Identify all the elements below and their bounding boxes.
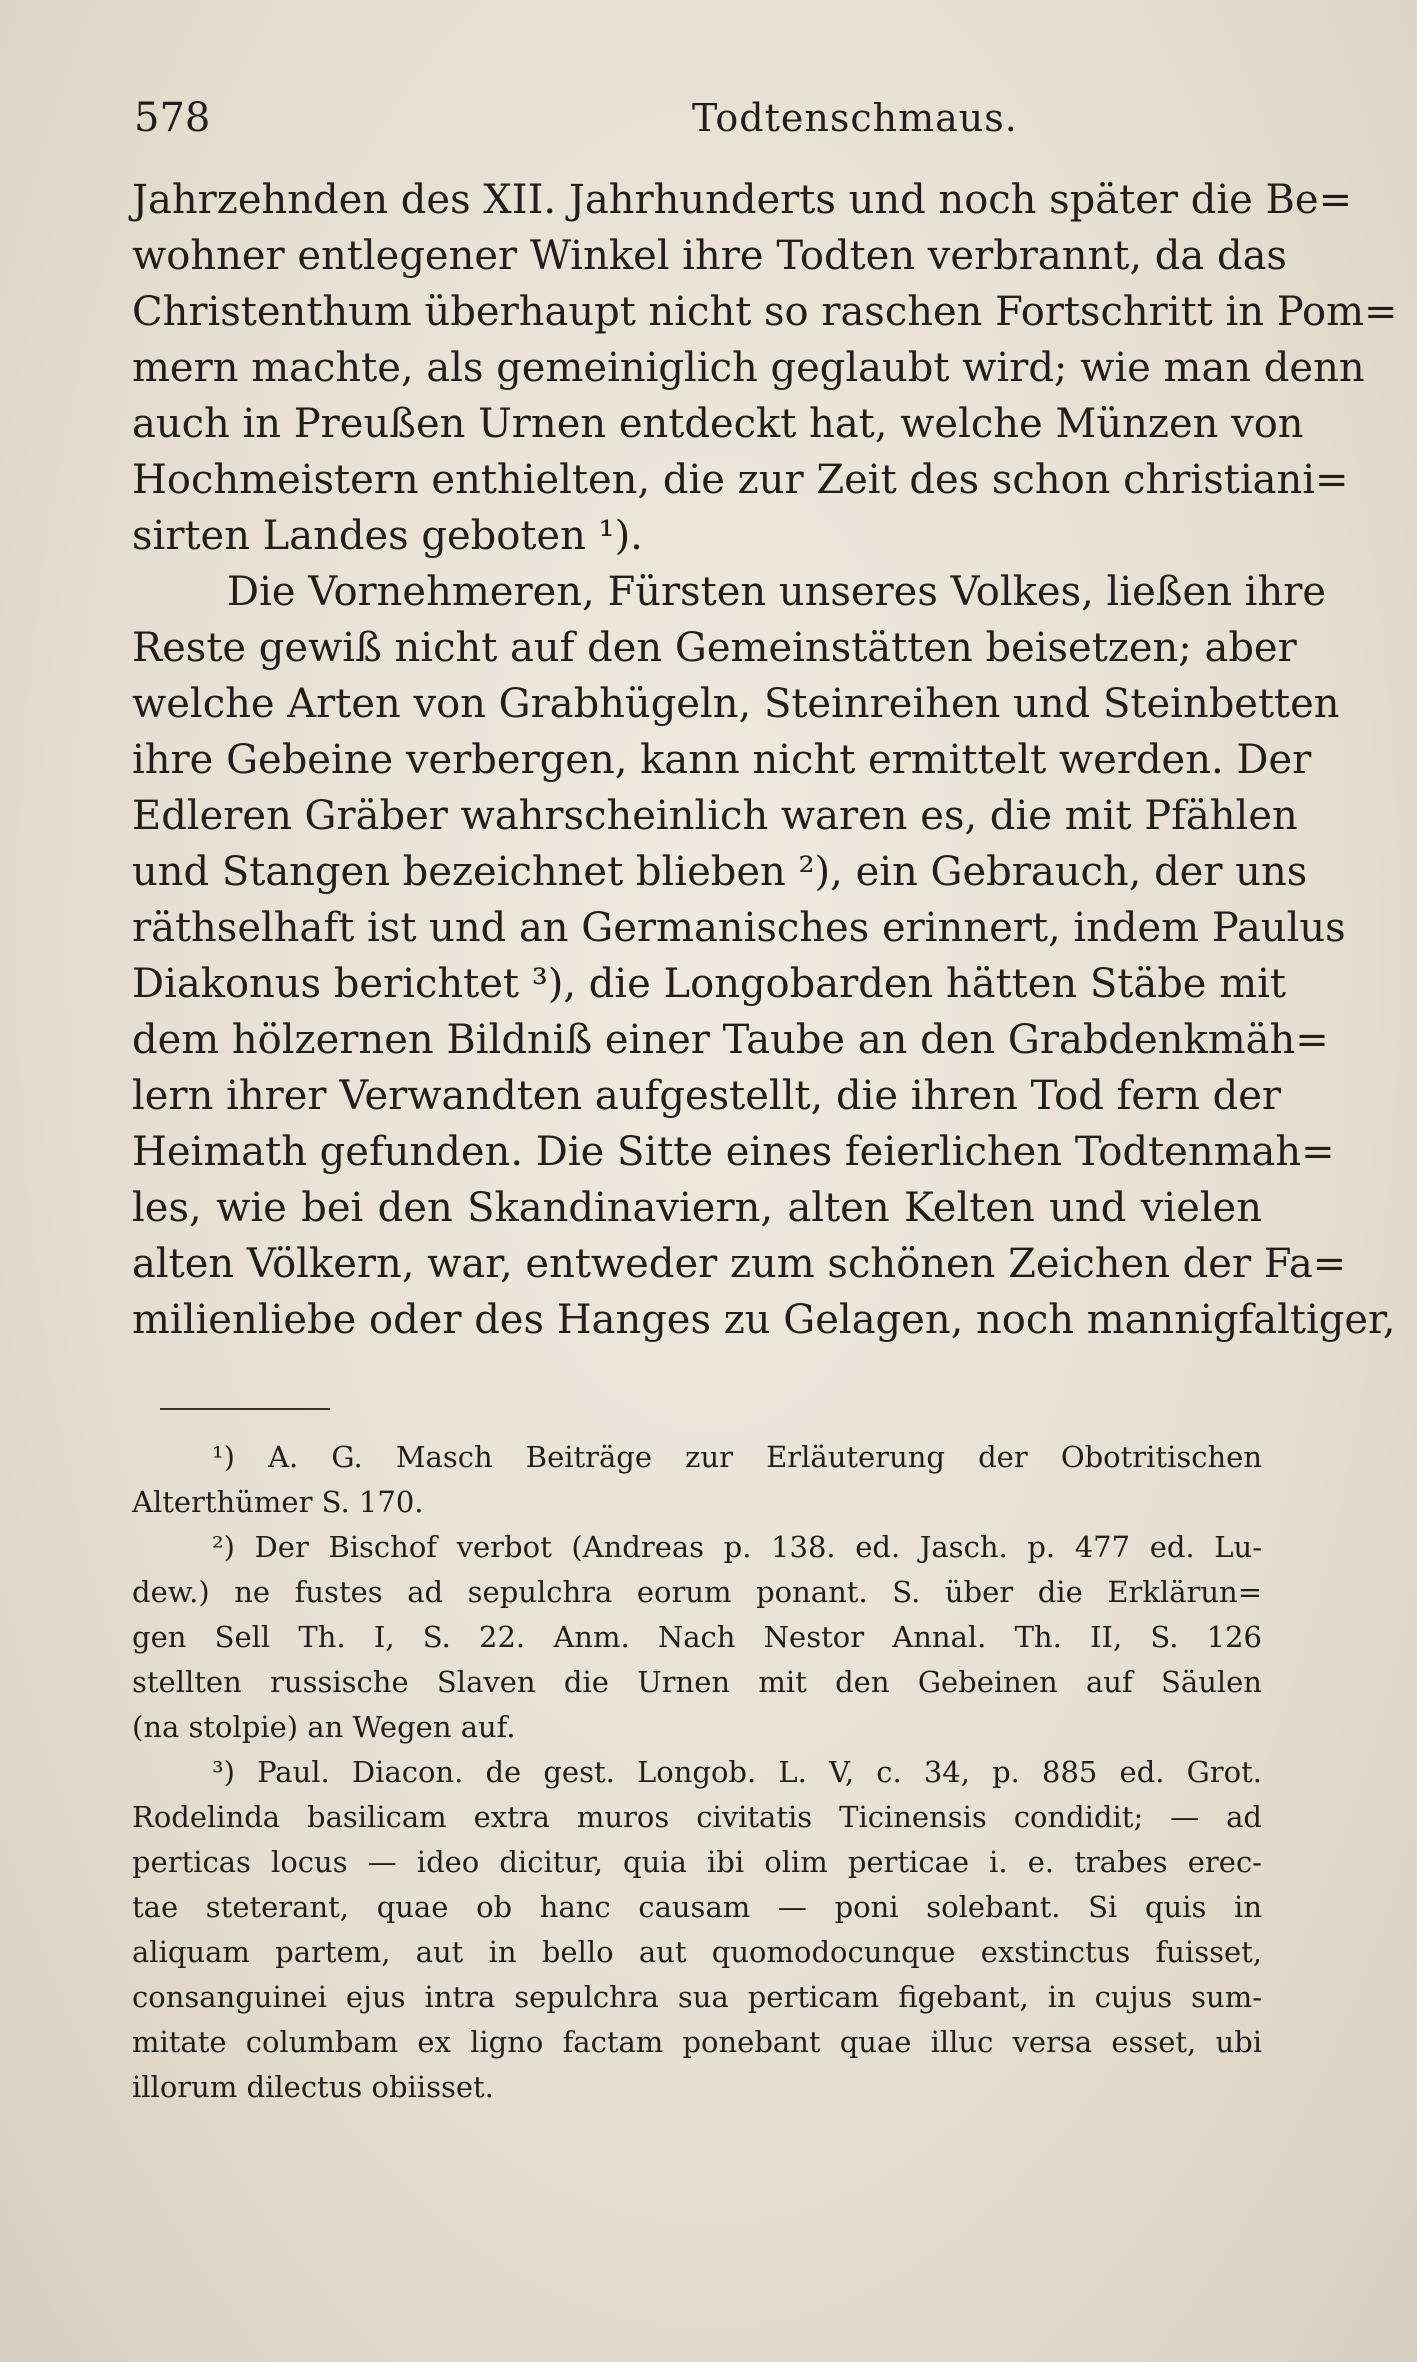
body-line: Diakonus berichtet ³), die Longobarden hätten Stäbe mit bbox=[132, 961, 1286, 1007]
body-line: Hochmeistern enthielten, die zur Zeit des schon christiani= bbox=[132, 457, 1349, 503]
body-line: mern machte, als gemeiniglich geglaubt wird; wie man denn bbox=[132, 345, 1365, 391]
footnote-line: ¹) A. G. Masch Beiträge zur Erläuterung der Obotritischen bbox=[212, 1440, 1262, 1474]
body-line: milienliebe oder des Hanges zu Gelagen, noch mannigfaltiger, bbox=[132, 1297, 1396, 1343]
footnote-line: dew.) ne fustes ad sepulchra eorum ponant. S. über die Erklärun= bbox=[132, 1575, 1262, 1609]
body-line: ihre Gebeine verbergen, kann nicht ermittelt werden. Der bbox=[132, 737, 1312, 783]
footnote-line: gen Sell Th. I, S. 22. Anm. Nach Nestor Annal. Th. II, S. 126 bbox=[132, 1620, 1262, 1654]
footnote-line: illorum dilectus obiisset. bbox=[132, 2070, 494, 2104]
body-line: auch in Preußen Urnen entdeckt hat, welche Münzen von bbox=[132, 401, 1304, 447]
body-line: wohner entlegener Winkel ihre Todten verbrannt, da das bbox=[132, 233, 1287, 279]
footnotes bbox=[132, 1435, 1262, 2110]
body-line: Heimath gefunden. Die Sitte eines feierlichen Todtenmah= bbox=[132, 1129, 1335, 1175]
body-line: und Stangen bezeichnet blieben ²), ein Gebrauch, der uns bbox=[132, 849, 1308, 895]
footnote-line: ²) Der Bischof verbot (Andreas p. 138. ed. Jasch. p. 477 ed. Lu- bbox=[212, 1530, 1262, 1564]
running-head: Todtenschmaus. bbox=[692, 96, 1018, 140]
footnote-line: Rodelinda basilicam extra muros civitatis Ticinensis condidit; — ad bbox=[132, 1800, 1262, 1834]
footnote-line: (na stolpie) an Wegen auf. bbox=[132, 1710, 516, 1744]
footnote-line: aliquam partem, aut in bello aut quomodocunque exstinctus fuisset, bbox=[132, 1935, 1262, 1969]
body-text bbox=[132, 172, 1398, 1348]
body-line: Edleren Gräber wahrscheinlich waren es, die mit Pfählen bbox=[132, 793, 1298, 839]
footnote-line: stellten russische Slaven die Urnen mit den Gebeinen auf Säulen bbox=[132, 1665, 1262, 1699]
footnote-line: Alterthümer S. 170. bbox=[132, 1485, 424, 1519]
footnote-line: perticas locus — ideo dicitur, quia ibi olim perticae i. e. trabes erec- bbox=[132, 1845, 1262, 1879]
body-line: Reste gewiß nicht auf den Gemeinstätten beisetzen; aber bbox=[132, 625, 1297, 671]
body-line: les, wie bei den Skandinaviern, alten Kelten und vielen bbox=[132, 1185, 1262, 1231]
body-line: Die Vornehmeren, Fürsten unseres Volkes, ließen ihre bbox=[227, 569, 1327, 615]
footnote-line: mitate columbam ex ligno factam ponebant quae illuc versa esset, ubi bbox=[132, 2025, 1262, 2059]
body-line: sirten Landes geboten ¹). bbox=[132, 513, 643, 559]
footnote-line: consanguinei ejus intra sepulchra sua perticam figebant, in cujus sum- bbox=[132, 1980, 1262, 2014]
footnote-divider bbox=[160, 1408, 330, 1410]
page-number: 578 bbox=[134, 95, 211, 141]
body-line: räthselhaft ist und an Germanisches erinnert, indem Paulus bbox=[132, 905, 1346, 951]
body-line: welche Arten von Grabhügeln, Steinreihen und Steinbetten bbox=[132, 681, 1340, 727]
body-line: Christenthum überhaupt nicht so raschen Fortschritt in Pom= bbox=[132, 289, 1398, 335]
footnote-line: ³) Paul. Diacon. de gest. Longob. L. V, c. 34, p. 885 ed. Grot. bbox=[212, 1755, 1262, 1789]
footnote-line: tae steterant, quae ob hanc causam — poni solebant. Si quis in bbox=[132, 1890, 1262, 1924]
body-line: dem hölzernen Bildniß einer Taube an den Grabdenkmäh= bbox=[132, 1017, 1329, 1063]
body-line: Jahrzehnden des XII. Jahrhunderts und noch später die Be= bbox=[132, 177, 1353, 223]
body-line: alten Völkern, war, entweder zum schönen Zeichen der Fa= bbox=[132, 1241, 1347, 1287]
page-header bbox=[132, 88, 1262, 148]
body-line: lern ihrer Verwandten aufgestellt, die ihren Tod fern der bbox=[132, 1073, 1282, 1119]
